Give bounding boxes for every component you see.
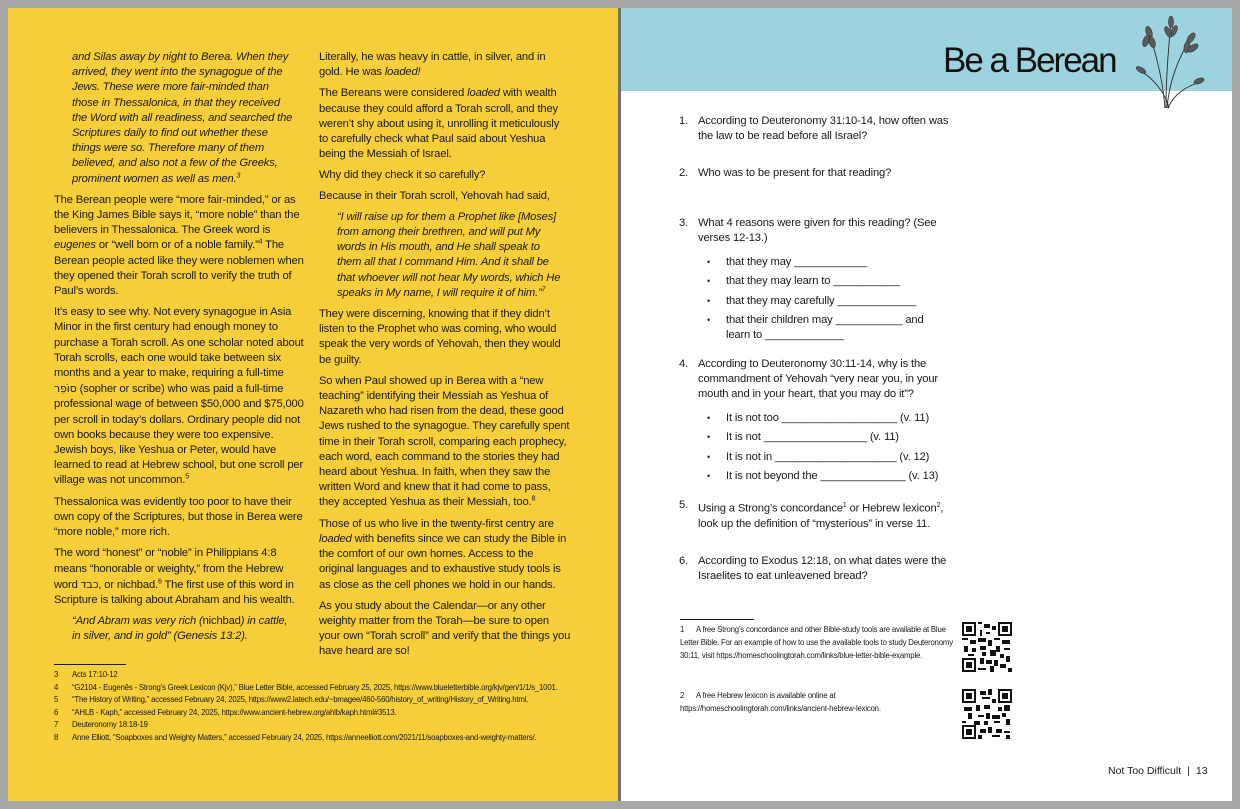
footnote-ref: 7 xyxy=(541,286,546,294)
question-number: 1. xyxy=(679,115,689,127)
qr-code-icon xyxy=(962,622,1012,672)
question-number: 4. xyxy=(679,358,689,370)
footnote-divider xyxy=(680,619,754,620)
paragraph-text: or “well born or of a noble family.” xyxy=(98,239,259,252)
footnote-ref: 2 xyxy=(936,502,941,509)
paragraph xyxy=(54,305,306,488)
paragraph-text: The Berean people acted like they were noblemen when they opened their Torah scroll to verify the truth of Paul’s words. xyxy=(54,239,304,298)
blank-text: It is not beyond the ______________ (v. 13) xyxy=(726,470,939,482)
acts-quote xyxy=(54,50,306,187)
question-text-part: Using a Strong’s concordance xyxy=(698,502,843,515)
paragraph: As you study about the Calendar—or any other weighty matter from the Torah—be sure to open your own “Torah scroll” and verify that the things you have heard are so! xyxy=(319,599,571,658)
left-page xyxy=(8,8,618,801)
footnote-ref: 4 xyxy=(258,238,263,246)
footnote-2 xyxy=(680,689,956,715)
emphasis: loaded xyxy=(467,87,500,100)
hebrew-transliteration: nichbad xyxy=(202,615,241,628)
page-footer xyxy=(1108,765,1208,777)
question-text xyxy=(698,498,955,532)
footnote-text: A free Strong’s concordance and other Bible-study tools are available at Blue Letter Bible. For an example of how to use the available tools to study Deuteronomy 30:11, visit https://homeschoolingtorah.com/links/blue-letter-bible-example. xyxy=(680,625,953,661)
footnote-number: 1 xyxy=(680,625,685,634)
question-text: According to Deuteronomy 30:11-14, why is the commandment of Yehovah “very near you, in your mouth and in your heart, that you may do it”? xyxy=(698,358,938,401)
blank-item xyxy=(707,294,957,309)
paragraph-text: The Berean people were “more fair-minded,” or as the King James Bible says it, “more noble” than the believers in Thessalonica. The Greek word is xyxy=(54,193,300,237)
quote-text: “I will raise up for them a Prophet like [Moses] from among their brethren, and will put My words in His mouth, and He shall speak to them all that I command Him. And it shall be that whoever will not hear My words, which He speaks in My name, I will require it of him.” xyxy=(337,210,561,299)
footnote-text: “AHLB - Kaph,” accessed February 24, 2025, https://www.ancient-hebrew.org/ahlb/kaph.html#3513. xyxy=(72,707,397,717)
bullet-icon: • xyxy=(707,452,711,462)
paragraph-text: So when Paul showed up in Berea with a “new teaching” identifying their Messiah as Yeshua of Nazareth who had risen from the dead, these good Jews rushed to the synagogue. They carefully spent time in their Torah scroll, comparing each prophecy, each word, each command to the stories they had heard about Yeshua. In faith, when they saw the written Word and knew that it had come to pass, they accepted Yeshua as their Messiah, too. xyxy=(319,374,570,509)
footnote xyxy=(54,694,574,707)
paragraph-text: , or nichbad. xyxy=(98,578,158,591)
bullet-icon: • xyxy=(707,471,711,481)
paragraph-text: It’s easy to see why. Not every synagogue in Asia Minor in the first century had enough money to purchase a Torah scroll. As one scholar noted about Torah scrolls, each one would take between six months and a year to make, requiring a full-time xyxy=(54,306,304,380)
question-text: According to Deuteronomy 31:10-14, how often was the law to be read before all Israel? xyxy=(698,115,949,143)
paragraph xyxy=(319,86,571,162)
paragraph-text: The first use of this word in Scripture is talking about Abraham and his wealth. xyxy=(54,578,295,606)
question-text-part: , look up the definition of “mysterious” in verse 11. xyxy=(698,502,944,530)
footnote-number: 4 xyxy=(54,682,59,692)
footnote-number: 7 xyxy=(54,720,59,730)
blank-item xyxy=(707,255,957,270)
footnote-number: 6 xyxy=(54,707,59,717)
bullet-icon: • xyxy=(707,432,711,442)
wheat-illustration-icon xyxy=(1135,12,1205,110)
paragraph: They were discerning, knowing that if they didn’t listen to the Prophet who was coming, who would speak the very words of Yehovah, then they would be guilty. xyxy=(319,308,561,366)
greek-word: eugenes xyxy=(54,239,96,252)
left-column-a xyxy=(54,50,306,651)
blank-text: that they may learn to ___________ xyxy=(726,275,901,287)
question-number: 5. xyxy=(679,499,689,511)
paragraph xyxy=(319,517,571,593)
question-text: What 4 reasons were given for this reading? (See verses 12-13.) xyxy=(698,217,937,245)
bullet-icon: • xyxy=(707,315,711,325)
page-title: Be a Berean xyxy=(943,41,1116,80)
page-number: 13 xyxy=(1195,765,1208,777)
question-3 xyxy=(679,216,955,246)
right-page xyxy=(621,8,1232,801)
footnote xyxy=(54,669,574,682)
footnote-text: Acts 17:10-12 xyxy=(72,670,118,679)
paragraph-text: The word “honest” or “noble” in Philippians 4:8 means “honorable or weighty,” from the Hebrew word xyxy=(54,547,284,591)
footnote-text: A free Hebrew lexicon is available online at https://homeschoolingtorah.com/links/ancient-hebrew-lexicon. xyxy=(680,691,881,714)
footnote-text: “G2104 - Eugenês - Strong’s Greek Lexicon (Kjv),” Blue Letter Bible, accessed February 25, 2025, https://www.blueletterbible.org/kjv/gen/1/1/s_1001. xyxy=(72,682,558,692)
question-text: According to Exodus 12:18, on what dates were the Israelites to eat unleavened bread? xyxy=(698,555,947,583)
question-text: Who was to be present for that reading? xyxy=(698,167,892,179)
blank-item xyxy=(707,411,957,426)
acts-quote-text: and Silas away by night to Berea. When they arrived, they went into the synagogue of the Jews. These were more fair-minded than those in Thessalonica, in that they received the Word with all readiness, and searched the Scriptures daily to find out whether these things were so. Therefore many of them believed, and also not a few of the Greeks, prominent women as well as men. xyxy=(72,51,293,185)
emphasis: loaded xyxy=(319,532,352,545)
paragraph: Why did they check it so carefully? xyxy=(319,169,486,182)
footnote-text: “The History of Writing,” accessed February 24, 2025, https://www2.latech.edu/~bmagee/460-560/history_of_writing/History_of_Writing.html. xyxy=(72,695,529,705)
deuteronomy-quote xyxy=(319,210,571,301)
quote-text: ) in cattle, in silver, and in gold” (Genesis 13:2). xyxy=(72,615,288,643)
footnote-number: 3 xyxy=(54,670,59,679)
bullet-icon: • xyxy=(707,296,711,306)
blank-item xyxy=(707,430,957,445)
hebrew-word: סוֹפֵר xyxy=(54,382,77,396)
blank-item xyxy=(707,274,957,289)
footnote-ref: 3 xyxy=(236,171,241,179)
paragraph: Because in their Torah scroll, Yehovah had said, xyxy=(319,189,550,202)
blank-text: that they may ____________ xyxy=(726,256,868,268)
footnote-ref: 6 xyxy=(157,577,162,585)
question-number: 2. xyxy=(679,167,689,179)
footnote-number: 2 xyxy=(680,691,685,700)
blank-text: It is not too ___________________ (v. 11) xyxy=(726,412,930,424)
footnote-number: 8 xyxy=(54,732,59,742)
footnote-ref: 1 xyxy=(842,502,847,509)
footnote-1 xyxy=(680,623,956,663)
footnote xyxy=(54,732,574,745)
blank-text: It is not in ____________________ (v. 12) xyxy=(726,451,930,463)
question-text-part: or Hebrew lexicon xyxy=(846,502,937,515)
footnote-ref: 8 xyxy=(531,495,536,503)
footer-separator: | xyxy=(1187,765,1190,777)
paragraph-text: Literally, he was heavy in cattle, in silver, and in gold. He was xyxy=(319,51,546,79)
blank-text: that their children may ___________ and learn to _____________ xyxy=(726,314,924,342)
paragraph xyxy=(54,546,306,608)
question-number: 6. xyxy=(679,555,689,567)
left-column-b xyxy=(319,50,571,666)
quote-text: “And Abram was very rich ( xyxy=(72,615,203,628)
paragraph-text: with wealth because they could afford a Torah scroll, and they weren’t shy about using it, unrolling it meticulously to carefully check what Paul said about Yeshua being the Messiah of Israel. xyxy=(319,87,560,161)
bullet-icon: • xyxy=(707,257,711,267)
footnote xyxy=(54,719,574,732)
emphasis: loaded! xyxy=(384,66,421,79)
blank-item xyxy=(707,469,957,484)
footnote xyxy=(54,707,574,720)
paragraph-text: The Bereans were considered xyxy=(319,87,465,100)
blank-item xyxy=(707,313,941,343)
genesis-quote xyxy=(54,614,306,644)
blank-text: that they may carefully _____________ xyxy=(726,295,917,307)
question-4 xyxy=(679,357,955,403)
footnote-number: 5 xyxy=(54,695,59,705)
paragraph xyxy=(319,50,571,80)
bullet-icon: • xyxy=(707,276,711,286)
hebrew-word: כבד xyxy=(80,577,99,591)
footnote-text: Anne Elliott, “Soapboxes and Weighty Matters,” accessed February 24, 2025, https://anneelliott.com/2021/11/soapboxes-and-weighty-matters/. xyxy=(72,732,537,742)
paragraph xyxy=(54,193,306,299)
footnote-divider xyxy=(54,664,126,665)
chapter-label: Not Too Difficult xyxy=(1108,765,1182,777)
paragraph-text: with benefits since we can study the Bible in the comfort of our own homes. Access to the original languages and to exhaustive study tools is as close as the cell phones we hold in our hands. xyxy=(319,532,567,591)
paragraph-text: (sopher or scribe) who was paid a full-time professional wage of between $50,000 and $75,000 per scroll in today’s dollars. Ordinary people did not own books because they were too expensive. Jewish boys, like Yeshua or Peter, would have learned to read at Hebrew school, but one scroll per village was not uncommon. xyxy=(54,383,304,487)
question-1 xyxy=(679,114,955,144)
footnote-text: Deuteronomy 18:18-19 xyxy=(72,720,148,730)
footnote xyxy=(54,682,574,695)
blank-text: It is not _________________ (v. 11) xyxy=(726,431,899,443)
question-6 xyxy=(679,554,955,584)
paragraph: Thessalonica was evidently too poor to have their own copy of the Scriptures, but those in Berea were “more noble,” more rich. xyxy=(54,495,303,539)
paragraph-text: Those of us who live in the twenty-first centry are xyxy=(319,517,554,530)
question-5 xyxy=(679,498,955,532)
footnotes-left xyxy=(54,669,574,745)
footnote-ref: 5 xyxy=(185,473,189,481)
question-number: 3. xyxy=(679,217,689,229)
blank-item xyxy=(707,450,957,465)
qr-code-icon xyxy=(962,689,1012,739)
bullet-icon: • xyxy=(707,413,711,423)
paragraph xyxy=(319,374,571,511)
question-2 xyxy=(679,166,955,181)
